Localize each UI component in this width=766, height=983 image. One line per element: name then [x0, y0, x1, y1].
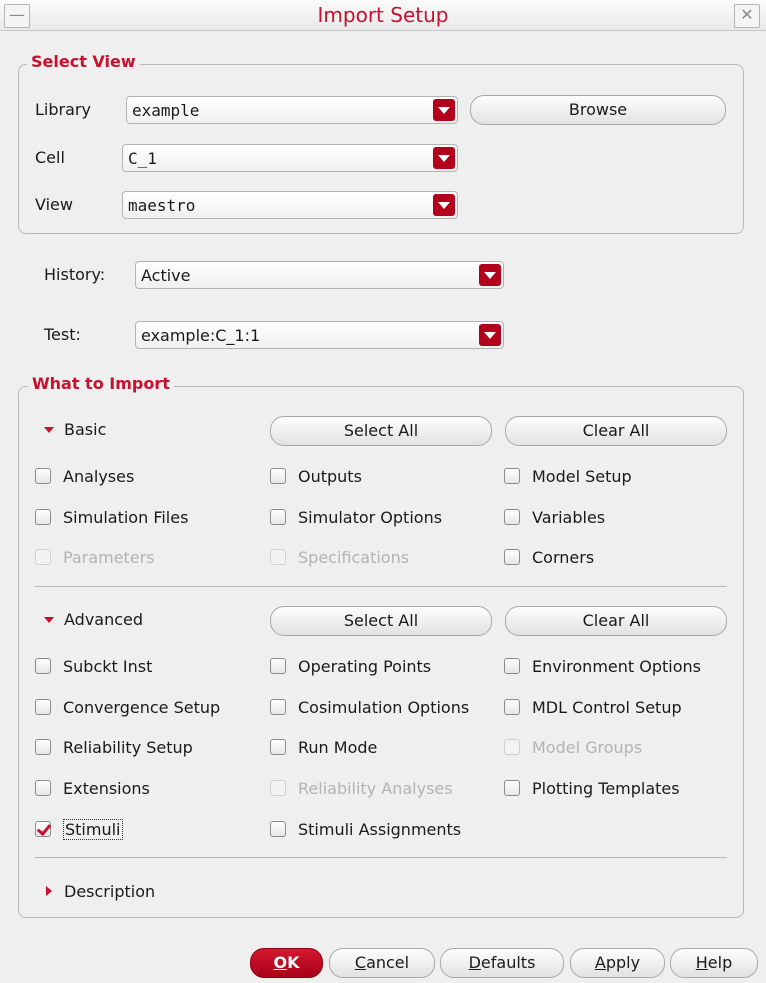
extensions-checkbox[interactable] — [35, 779, 150, 799]
checkbox-box[interactable] — [504, 468, 520, 484]
apply-button[interactable] — [570, 948, 665, 978]
advanced-clear-all-button[interactable]: Clear All — [505, 606, 727, 636]
checkbox-label: Subckt Inst — [63, 657, 153, 676]
cell-value: C_1 — [128, 149, 157, 168]
close-icon: ✕ — [740, 5, 754, 24]
library-value: example — [132, 101, 200, 120]
checkbox-label: Convergence Setup — [63, 698, 221, 717]
checkbox-box[interactable] — [270, 468, 286, 484]
specifications-checkbox — [270, 548, 409, 568]
reliability-setup-checkbox[interactable] — [35, 738, 193, 758]
corners-checkbox[interactable] — [504, 548, 594, 568]
cell-label: Cell — [35, 148, 65, 167]
checkbox-label: Environment Options — [532, 657, 701, 676]
simulation-files-checkbox[interactable] — [35, 508, 188, 528]
checkbox-box[interactable] — [35, 658, 51, 674]
close-button[interactable] — [734, 4, 760, 28]
simulator-options-checkbox[interactable] — [270, 508, 442, 528]
checkbox-label: Operating Points — [298, 657, 432, 676]
basic-section-toggle[interactable] — [38, 420, 106, 440]
variables-checkbox[interactable] — [504, 508, 605, 528]
advanced-select-all-button[interactable]: Select All — [270, 606, 492, 636]
checkbox-label: Extensions — [63, 779, 150, 798]
run-mode-checkbox[interactable] — [270, 738, 377, 758]
reliability-analyses-checkbox — [270, 779, 453, 799]
cell-combo[interactable] — [122, 144, 458, 172]
checkbox-label: Model Setup — [532, 467, 632, 486]
basic-select-all-button[interactable]: Select All — [270, 416, 492, 446]
cancel-mnemonic: C — [354, 953, 367, 972]
operating-points-checkbox[interactable] — [270, 657, 431, 677]
analyses-checkbox[interactable] — [35, 467, 134, 487]
checkbox-box[interactable] — [35, 699, 51, 715]
checkbox-box[interactable] — [504, 509, 520, 525]
stimuli-checkbox[interactable] — [35, 820, 123, 840]
apply-mnemonic: A — [594, 953, 606, 972]
mdl-control-setup-checkbox[interactable] — [504, 698, 682, 718]
checkbox-box[interactable] — [504, 658, 520, 674]
checkbox-label: MDL Control Setup — [532, 698, 682, 717]
description-section-toggle[interactable] — [38, 882, 155, 902]
checkbox-box[interactable] — [504, 780, 520, 796]
triangle-down-icon — [44, 617, 54, 623]
history-label: History: — [44, 265, 106, 284]
basic-label: Basic — [64, 420, 107, 439]
defaults-button[interactable] — [440, 948, 564, 978]
help-button[interactable] — [670, 948, 758, 978]
environment-options-checkbox[interactable] — [504, 657, 701, 677]
help-label-rest: elp — [707, 953, 733, 972]
section-divider — [35, 586, 727, 587]
checkbox-label: Outputs — [298, 467, 362, 486]
checkbox-box[interactable] — [270, 821, 286, 837]
chevron-down-icon[interactable] — [433, 147, 455, 169]
defaults-label-rest: efaults — [480, 953, 536, 972]
stimuli-assignments-checkbox[interactable] — [270, 820, 461, 840]
help-mnemonic: H — [695, 953, 708, 972]
checkbox-label: Reliability Analyses — [298, 779, 453, 798]
checkbox-box[interactable] — [35, 468, 51, 484]
checkbox-box[interactable] — [270, 739, 286, 755]
cancel-label-rest: ancel — [366, 953, 410, 972]
checkbox-label: Simulation Files — [63, 508, 189, 527]
subckt-inst-checkbox[interactable] — [35, 657, 152, 677]
test-value: example:C_1:1 — [141, 326, 261, 345]
checkbox-box[interactable] — [35, 509, 51, 525]
convergence-setup-checkbox[interactable] — [35, 698, 220, 718]
checkbox-label: Specifications — [298, 548, 410, 567]
select-view-title: Select View — [27, 53, 140, 71]
checkbox-label: Parameters — [63, 548, 155, 567]
test-combo[interactable] — [135, 321, 504, 349]
apply-label-rest: pply — [605, 953, 641, 972]
chevron-down-icon[interactable] — [479, 324, 501, 346]
minimize-button[interactable]: — — [4, 4, 30, 28]
view-value: maestro — [128, 196, 196, 215]
model-setup-checkbox[interactable] — [504, 467, 632, 487]
checkbox-box — [270, 780, 286, 796]
checkbox-box — [504, 739, 520, 755]
checkbox-box[interactable] — [35, 739, 51, 755]
plotting-templates-checkbox[interactable] — [504, 779, 680, 799]
checkbox-label: Variables — [532, 508, 606, 527]
description-label: Description — [64, 882, 156, 901]
cancel-button[interactable] — [329, 948, 435, 978]
browse-button[interactable]: Browse — [470, 95, 726, 125]
checkbox-box[interactable] — [504, 699, 520, 715]
checkbox-label: Analyses — [63, 467, 135, 486]
parameters-checkbox — [35, 548, 155, 568]
checkbox-label: Simulator Options — [298, 508, 443, 527]
ok-label-rest: K — [287, 953, 300, 972]
triangle-right-icon — [46, 886, 52, 896]
view-combo[interactable] — [122, 191, 458, 219]
cosimulation-options-checkbox[interactable] — [270, 698, 469, 718]
view-label: View — [35, 195, 73, 214]
section-divider — [35, 857, 727, 858]
checkbox-label: Plotting Templates — [532, 779, 680, 798]
checkbox-label: Stimuli Assignments — [298, 820, 462, 839]
checkbox-box[interactable] — [270, 658, 286, 674]
check-icon[interactable] — [35, 821, 51, 837]
checkbox-box[interactable] — [270, 699, 286, 715]
library-label: Library — [35, 100, 91, 119]
chevron-down-icon[interactable] — [433, 194, 455, 216]
checkbox-label: Reliability Setup — [63, 738, 193, 757]
checkbox-label: Cosimulation Options — [298, 698, 470, 717]
ok-button[interactable] — [250, 948, 323, 978]
checkbox-box — [35, 549, 51, 565]
title-bar — [0, 0, 766, 31]
defaults-mnemonic: D — [468, 953, 481, 972]
history-combo[interactable] — [135, 261, 504, 289]
checkbox-box[interactable] — [35, 780, 51, 796]
library-combo[interactable] — [126, 96, 458, 124]
checkbox-box — [270, 549, 286, 565]
checkbox-label: Run Mode — [298, 738, 378, 757]
checkbox-label: Model Groups — [532, 738, 643, 757]
checkbox-box[interactable] — [504, 549, 520, 565]
basic-clear-all-button[interactable]: Clear All — [505, 416, 727, 446]
advanced-section-toggle[interactable] — [38, 610, 143, 630]
checkbox-label: Stimuli — [65, 820, 121, 839]
outputs-checkbox[interactable] — [270, 467, 362, 487]
model-groups-checkbox — [504, 738, 642, 758]
history-value: Active — [141, 266, 191, 285]
what-to-import-title: What to Import — [28, 375, 174, 393]
checkbox-label: Corners — [532, 548, 595, 567]
window-title: Import Setup — [317, 3, 449, 27]
ok-mnemonic: O — [273, 953, 288, 972]
advanced-label: Advanced — [64, 610, 144, 629]
triangle-down-icon — [44, 427, 54, 433]
test-label: Test: — [44, 325, 81, 344]
checkbox-box[interactable] — [270, 509, 286, 525]
chevron-down-icon[interactable] — [433, 99, 455, 121]
chevron-down-icon[interactable] — [479, 264, 501, 286]
